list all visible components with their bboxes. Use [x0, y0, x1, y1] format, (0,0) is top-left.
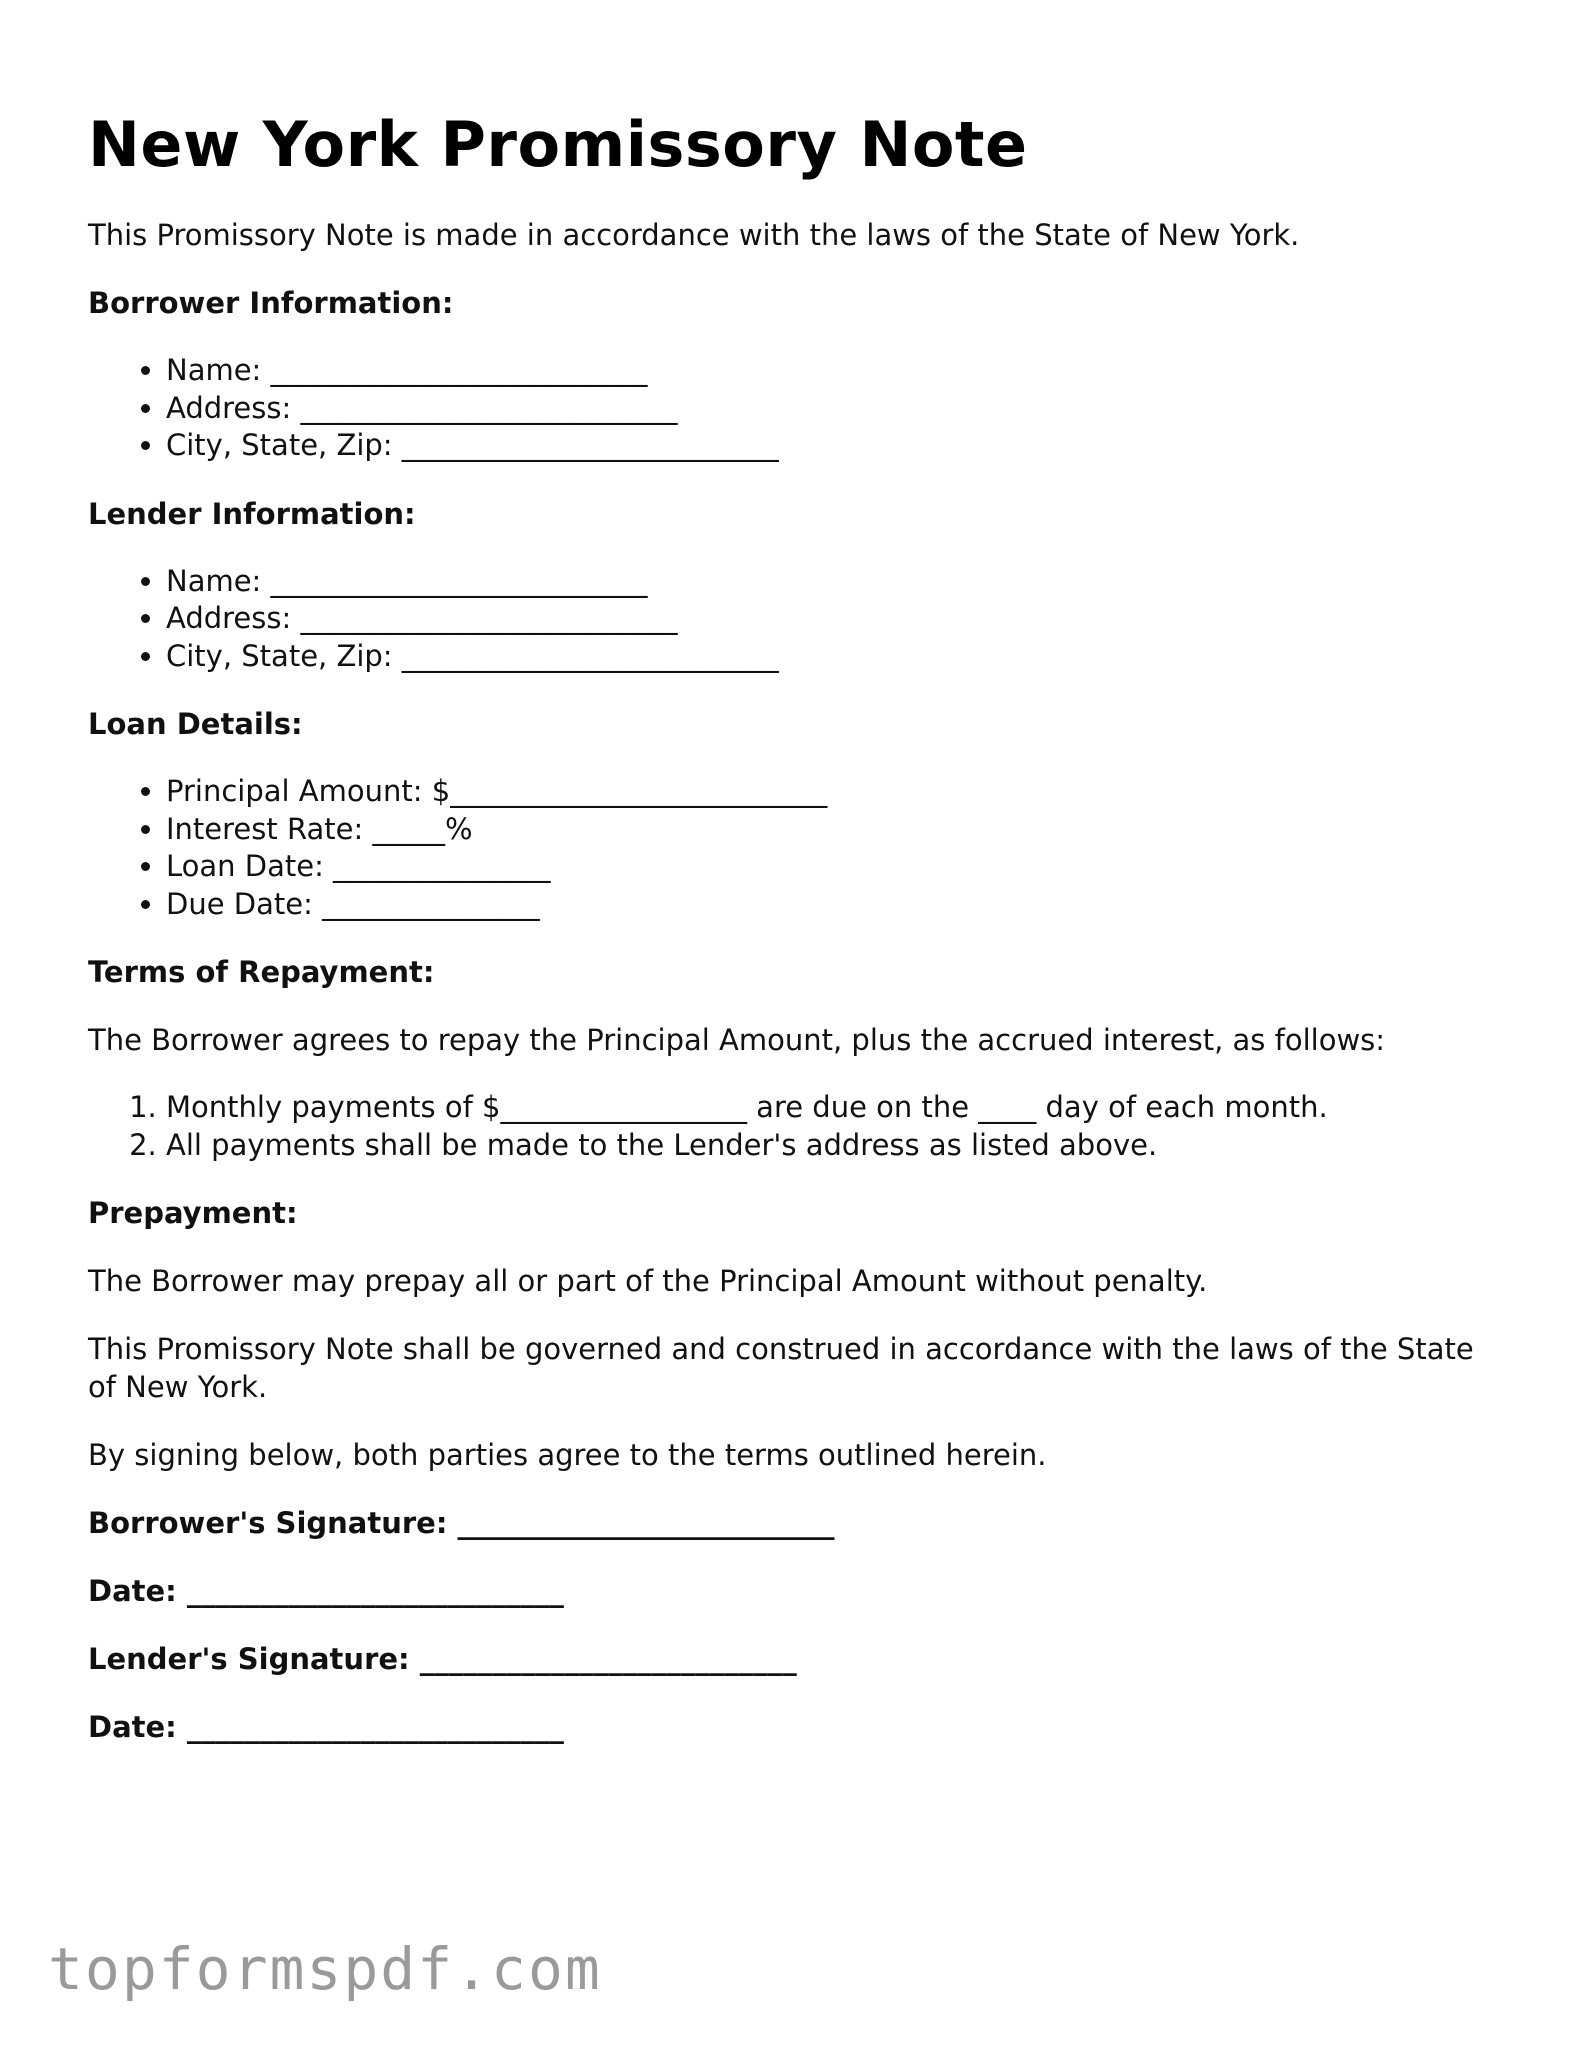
intro-paragraph: This Promissory Note is made in accordance with the laws of the State of New York. [88, 218, 1300, 253]
governing-law-paragraph: This Promissory Note shall be governed and construed in accordance with the laws of the State of New York. [88, 1332, 1474, 1405]
borrower-date-field[interactable]: Date: __________________________ [88, 1574, 564, 1609]
lender-address-field[interactable]: • Address: __________________________ [166, 600, 1508, 638]
borrower-signature-field[interactable]: Borrower's Signature: __________________________ [88, 1506, 835, 1541]
monthly-payment-field[interactable]: 1. Monthly payments of $_________________ are due on the ____ day of each month. [166, 1089, 1508, 1127]
repayment-paragraph: The Borrower agrees to repay the Principal Amount, plus the accrued interest, as follows: [88, 1023, 1386, 1058]
payment-address-item: 2. All payments shall be made to the Lender's address as listed above. [166, 1127, 1508, 1165]
prepayment-paragraph: The Borrower may prepay all or part of the Principal Amount without penalty. [88, 1264, 1208, 1299]
borrower-list [88, 352, 1508, 465]
loan-details-heading: Loan Details: [88, 707, 303, 742]
lender-heading: Lender Information: [88, 496, 416, 531]
lender-list [88, 563, 1508, 676]
borrower-heading: Borrower Information: [88, 286, 454, 321]
repayment-heading: Terms of Repayment: [88, 955, 435, 990]
lender-name-field[interactable]: • Name: __________________________ [166, 563, 1508, 601]
borrower-name-field[interactable]: • Name: __________________________ [166, 352, 1508, 390]
lender-signature-field[interactable]: Lender's Signature: __________________________ [88, 1642, 797, 1677]
loan-details-list [88, 773, 1508, 923]
document-title: New York Promissory Note [88, 108, 1028, 181]
agreement-paragraph: By signing below, both parties agree to the terms outlined herein. [88, 1438, 1047, 1473]
interest-rate-field[interactable]: • Interest Rate: _____% [166, 811, 1508, 849]
borrower-city-state-zip-field[interactable]: • City, State, Zip: __________________________ [166, 427, 1508, 465]
principal-amount-field[interactable]: • Principal Amount: $__________________________ [166, 773, 1508, 811]
watermark: topformspdf.com [48, 1935, 602, 2003]
due-date-field[interactable]: • Due Date: _______________ [166, 886, 1508, 924]
loan-date-field[interactable]: • Loan Date: _______________ [166, 848, 1508, 886]
borrower-address-field[interactable]: • Address: __________________________ [166, 390, 1508, 428]
lender-date-field[interactable]: Date: __________________________ [88, 1710, 564, 1745]
repayment-list [88, 1089, 1508, 1164]
prepayment-heading: Prepayment: [88, 1196, 298, 1231]
lender-city-state-zip-field[interactable]: • City, State, Zip: __________________________ [166, 638, 1508, 676]
document-page [88, 108, 1508, 1776]
